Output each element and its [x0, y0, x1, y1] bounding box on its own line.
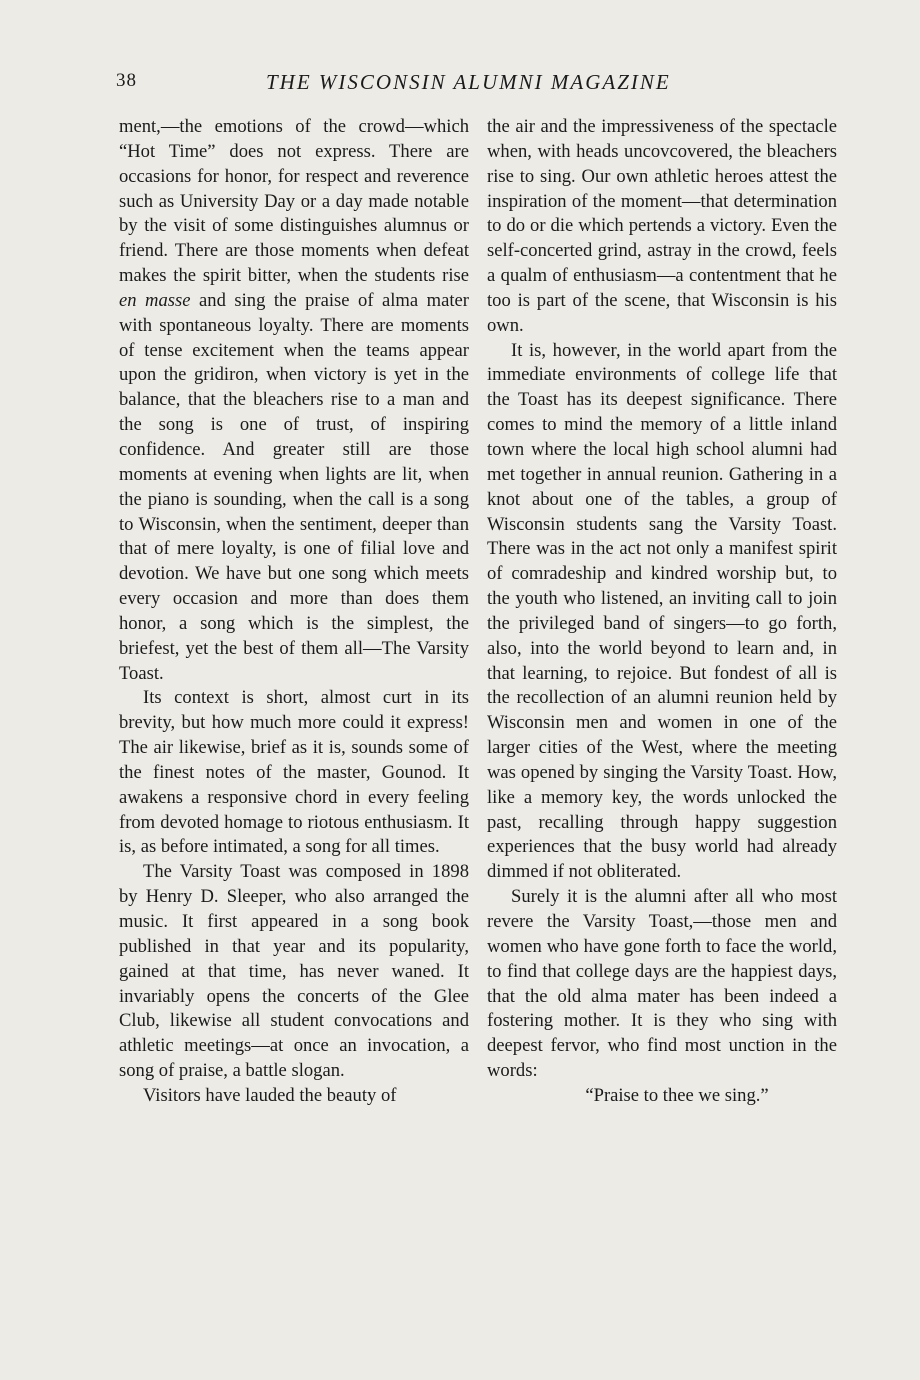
- right-paragraph-1: the air and the impressiveness of the spectacle when, with heads uncovcovered, the bleachers rise to sing. Our own athletic heroes attest the inspiration of the moment—that determination to do or die which pertends a victory. Even the self-concerted grind, astray in the crowd, feels a qualm of enthusiasm—a contentment that he too is part of the scene, that Wisconsin is his own.: [487, 116, 837, 336]
- left-paragraph-1-part-b: and sing the praise of alma mater with spontaneous loyalty. There are moments of tense excitement when the teams appear upon the gridiron, when victory is yet in the balance, that the bleachers rise to a man and the song is one of trust, of inspiring confidence. And greater still are those moments at evening when lights are lit, when the piano is sounding, when the call is a song to Wisconsin, when the sentiment, deeper than that of mere loyalty, is one of filial love and devotion. We have but one song which meets every occasion and more than does them honor, a song which is the simplest, the briefest, yet the best of them all—The Varsity Toast.: [119, 289, 469, 684]
- song-quote: “Praise to thee we sing.”: [585, 1084, 769, 1106]
- running-title: THE WISCONSIN ALUMNI MAGAZINE: [266, 70, 671, 94]
- left-paragraph-3: The Varsity Toast was composed in 1898 by Henry D. Sleeper, who also arranged the music. It first appeared in a song book published in that year and its popularity, gained at that time, has never waned. It invariably opens the concerts of the Glee Club, likewise all student convocations and athletic meetings—at once an invocation, a song of praise, a battle slogan.: [119, 861, 469, 1082]
- right-paragraph-2: It is, however, in the world apart from the immediate environments of college life that the Toast has its deepest significance. There comes to mind the memory of a little inland town where the local high school alumni had met together in annual reunion. Gathering in a knot about one of the tables, a group of Wisconsin students sang the Varsity Toast. There was in the act not only a manifest spirit of comradeship and kindred worship but, to the youth who listened, an inviting call to join the privileged band of singers—to go forth, also, into the world beyond to learn and, in that learning, to rejoice. But fondest of all is the recollection of an alumni reunion held by Wisconsin men and women in one of the larger cities of the West, where the meeting was opened by singing the Varsity Toast. How, like a memory key, the words unlocked the past, recalling through happy suggestion experiences that the busy world had already dimmed if not obliterated.: [487, 339, 837, 883]
- left-column: [119, 115, 469, 1109]
- left-paragraph-2: Its context is short, almost curt in its brevity, but how much more could it express! The air likewise, brief as it is, sounds some of the finest notes of the master, Gounod. It awakens a responsive chord in every feeling from devoted homage to riotous enthusiasm. It is, as before intimated, a song for all times.: [119, 687, 469, 858]
- right-paragraph-3: Surely it is the alumni after all who most revere the Varsity Toast,—those men and women who have gone forth to face the world, to find that college days are the happiest days, that the old alma mater has been indeed a fostering mother. It is they who sing with deepest fervor, who find most unction in the words:: [487, 886, 837, 1082]
- page-number: 38: [116, 70, 137, 91]
- right-column: [487, 115, 837, 1109]
- left-paragraph-4: Visitors have lauded the beauty of: [143, 1084, 397, 1106]
- page-header: [116, 70, 836, 100]
- left-paragraph-1-part-a: ment,—the emotions of the crowd—which “Hot Time” does not express. There are occasions for honor, for respect and reverence such as University Day or a day made notable by the visit of some distinguishes alumnus or friend. There are those moments when defeat makes the spirit bitter, when the students rise: [119, 116, 469, 287]
- left-paragraph-1-emphasis: en masse: [119, 289, 191, 311]
- left-paragraph-1: [119, 115, 469, 686]
